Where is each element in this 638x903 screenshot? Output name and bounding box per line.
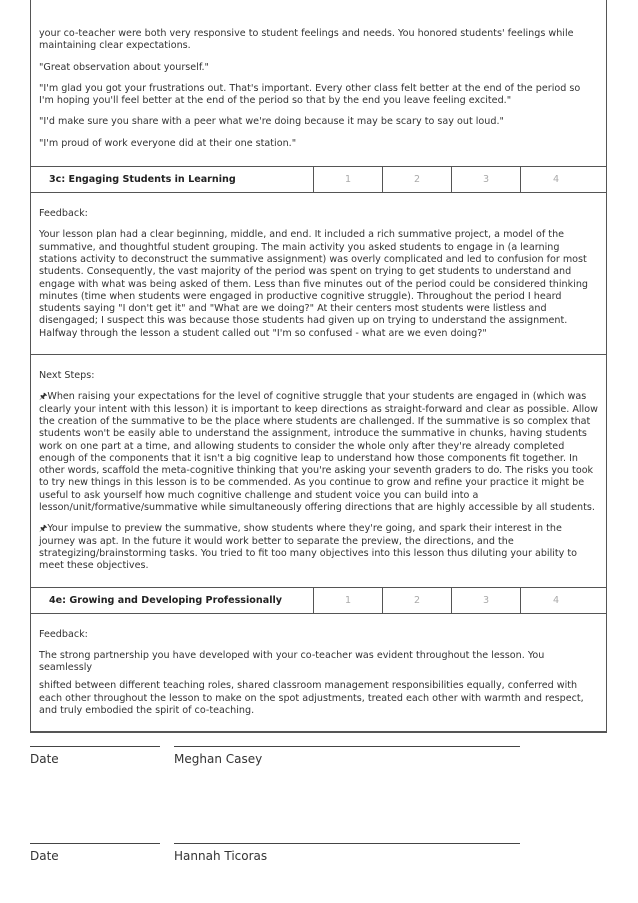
date-line[interactable] [30,843,160,844]
rubric-title-3c: 3c: Engaging Students in Learning [31,167,314,192]
date-label: Date [30,752,59,766]
signature-line[interactable] [174,843,520,844]
feedback-text: Your lesson plan had a clear beginning, middle, and end. It included a rich summative project, a model of the summative, and thoughtful student grouping. The main activity you asked students to engage in (a learning stations activity to deconstruct the summative assignment) was overly complicated and led to confusion for most students. Consequently, the vast majority of the period was spent on trying to get students to understand and engage with what was being asked of them. Less than five minutes out of the period could be considered thinking minutes (time when students were engaged in productive cognitive struggle). Throughout the period I heard students saying "I don't get it" and "What are we doing?" At their centers most students were listless and disengaged; I suspect this was because those students had given up on trying to understand the assignment. Halfway through the lesson a student called out "I'm so confused - what are we even doing?" [39,229,588,339]
feedback-line-1: The strong partnership you have developed with your co-teacher was evident throughout the lesson. You seamlessly [39,649,545,674]
intro-paragraph: your co-teacher were both very responsive to student feelings and needs. You honored students' feelings while maintaining clear expectations. [39,28,574,52]
next-step-2: 🖈Your impulse to preview the summative, show students where they're going, and spark their interest in the journey was apt. In the future it would work better to separate the preview, the directions, and the strategizing/brainstorming tasks. You tried to fit too many objectives into this lesson thus diluting your ability to meet these objectives. [39,523,578,572]
rubric-title-4e: 4e: Growing and Developing Professionally [31,588,314,613]
feedback-line-2: shifted between different teaching roles, shared classroom management responsibilities equally, conferred with each other throughout the lesson to make on the spot adjustments, treated each other with warmth and respect, and truly embodied the spirit of co-teaching. [39,680,584,716]
next-step-1: 🖈When raising your expectations for the level of cognitive struggle that your students are engaged in (which was clearly your intent with this lesson) it is important to keep directions as straight-forward and clear as possible. Allow the creation of the summative to be the place where students are challenged. If the summative is so complex that students won't be easily able to understand the assignment, introduce the summative in chunks, having students work on one part at a time, and allowing students to consider the whole only after they're already completed enough of the components that it isn't a big cognitive leap to understand how those components fit together. In other words, scaffold the meta-cognitive thinking that you're asking your seventh graders to do. The risks you took to try new things in this lesson is to be commended. As you continue to grow and refine your practice it might be useful to ask yourself how much cognitive challenge and student voice you can build into a lesson/unit/formative/summative while simultaneously offering directions that are highly accessible by all students. [39,391,598,514]
quote-2: "I'm glad you got your frustrations out. That's important. Every other class felt better at the end of the period so I'm hoping you'll feel better at the end of the period so that by the end you leave feeling excited." [39,82,581,107]
rubric-row-4e [30,587,607,614]
pushpin-icon: 🖈 [39,524,48,535]
date-label: Date [30,849,59,863]
date-line[interactable] [30,746,160,747]
signature-line[interactable] [174,746,520,747]
rating-4[interactable]: 4 [552,594,560,606]
rating-3[interactable]: 3 [452,167,521,192]
signer-name: Meghan Casey [174,752,263,766]
feedback-3c [30,193,607,355]
rating-4[interactable]: 4 [552,174,560,186]
quote-3: "I'd make sure you share with a peer what we're doing because it may be scary to say out loud." [39,116,504,128]
rating-1[interactable]: 1 [314,167,383,192]
quote-4: "I'm proud of work everyone did at their one station." [39,137,297,149]
evaluation-document [30,0,607,733]
next-steps-label: Next Steps: [39,370,95,382]
feedback-label: Feedback: [39,208,88,220]
quote-1: "Great observation about yourself." [39,61,209,73]
next-steps-3c [30,355,607,586]
feedback-4e [30,614,607,734]
rating-1[interactable]: 1 [314,588,383,613]
intro-block [30,0,607,166]
rubric-row-3c [30,166,607,193]
signer-name: Hannah Ticoras [174,849,268,863]
feedback-label: Feedback: [39,628,88,640]
rating-2[interactable]: 2 [383,588,452,613]
rating-3[interactable]: 3 [452,588,521,613]
rating-2[interactable]: 2 [383,167,452,192]
pushpin-icon: 🖈 [39,392,48,403]
